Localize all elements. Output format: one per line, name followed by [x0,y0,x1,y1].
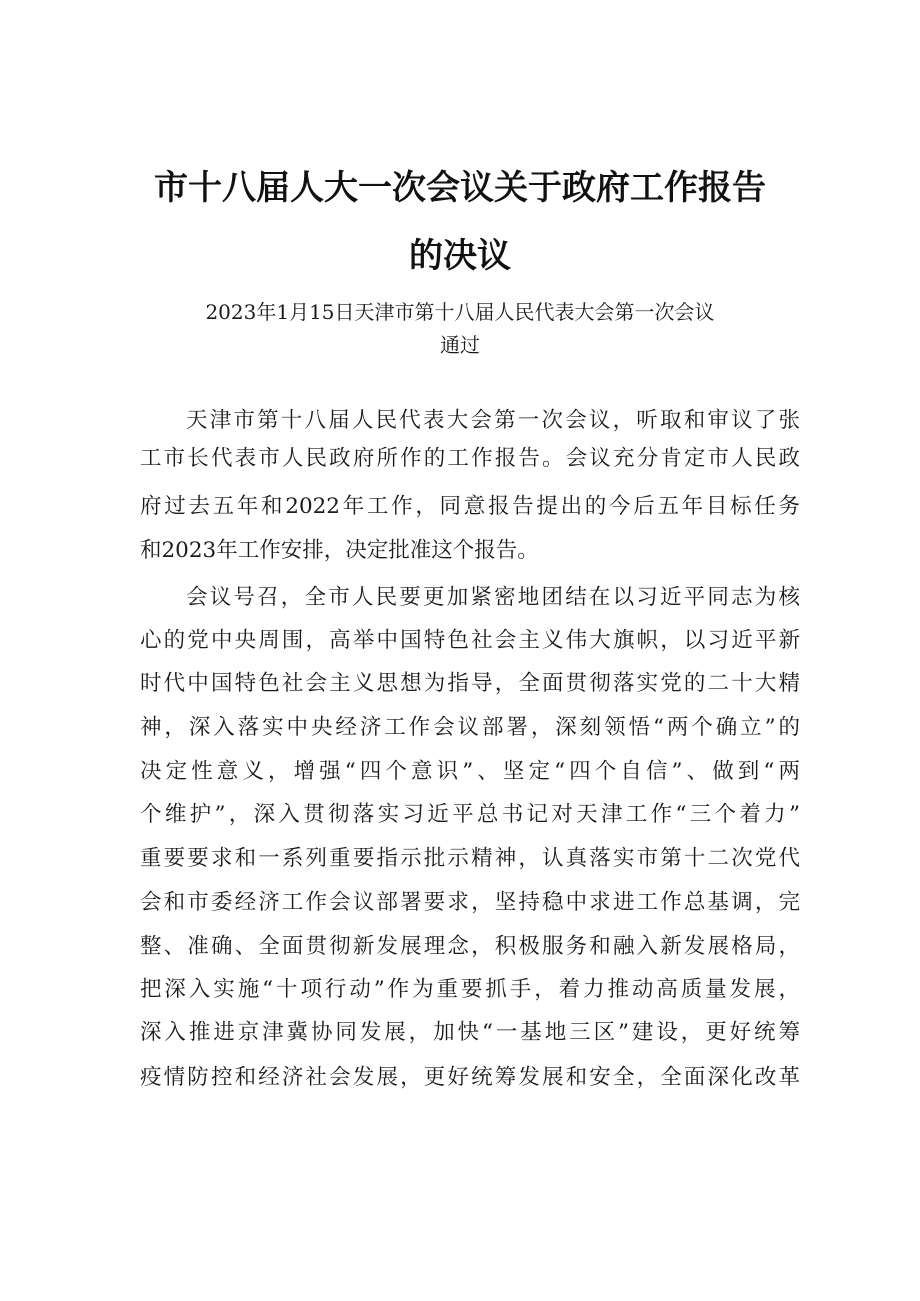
paragraph-1-line: 府过去五年和2022年工作，同意报告提出的今后五年目标任务 [140,494,800,519]
paragraph-2-line: 个维护”，深入贯彻落实习近平总书记对天津工作“三个着力” [140,802,800,827]
paragraph-2-line: 时代中国特色社会主义思想为指导，全面贯彻落实党的二十大精 [140,671,800,696]
document-title-line-2: 的决议 [409,236,511,276]
paragraph-2-line: 深入推进京津冀协同发展，加快“一基地三区”建设，更好统筹 [140,1020,800,1045]
paragraph-2-line: 整、准确、全面贯彻新发展理念，积极服务和融入新发展格局， [140,934,800,959]
paragraph-2-line: 会和市委经济工作会议部署要求，坚持稳中求进工作总基调，完 [140,890,800,915]
paragraph-2-line: 会议号召，全市人民要更加紧密地团结在以习近平同志为核 [186,585,800,610]
paragraph-1-line: 天津市第十八届人民代表大会第一次会议，听取和审议了张 [186,408,800,433]
document-title-line-1: 市十八届人大一次会议关于政府工作报告 [154,168,766,208]
paragraph-2-line: 心的党中央周围，高举中国特色社会主义伟大旗帜，以习近平新 [140,628,800,653]
paragraph-1-line: 工市长代表市人民政府所作的工作报告。会议充分肯定市人民政 [140,446,800,471]
paragraph-2-line: 疫情防控和经济社会发展，更好统筹发展和安全，全面深化改革 [140,1065,800,1090]
paragraph-2-line: 把深入实施“十项行动”作为重要抓手，着力推动高质量发展， [140,977,800,1002]
paragraph-2-line: 重要要求和一系列重要指示批示精神，认真落实市第十二次党代 [140,846,800,871]
paragraph-2-line: 神，深入落实中央经济工作会议部署，深刻领悟“两个确立”的 [140,715,800,740]
document-subtitle-line-1: 2023年1月15日天津市第十八届人民代表大会第一次会议 [205,300,715,324]
paragraph-1-line: 和2023年工作安排，决定批准这个报告。 [140,538,539,563]
document-subtitle-line-2: 通过 [440,333,480,357]
paragraph-2-line: 决定性意义，增强“四个意识”、坚定“四个自信”、做到“两 [140,759,800,784]
